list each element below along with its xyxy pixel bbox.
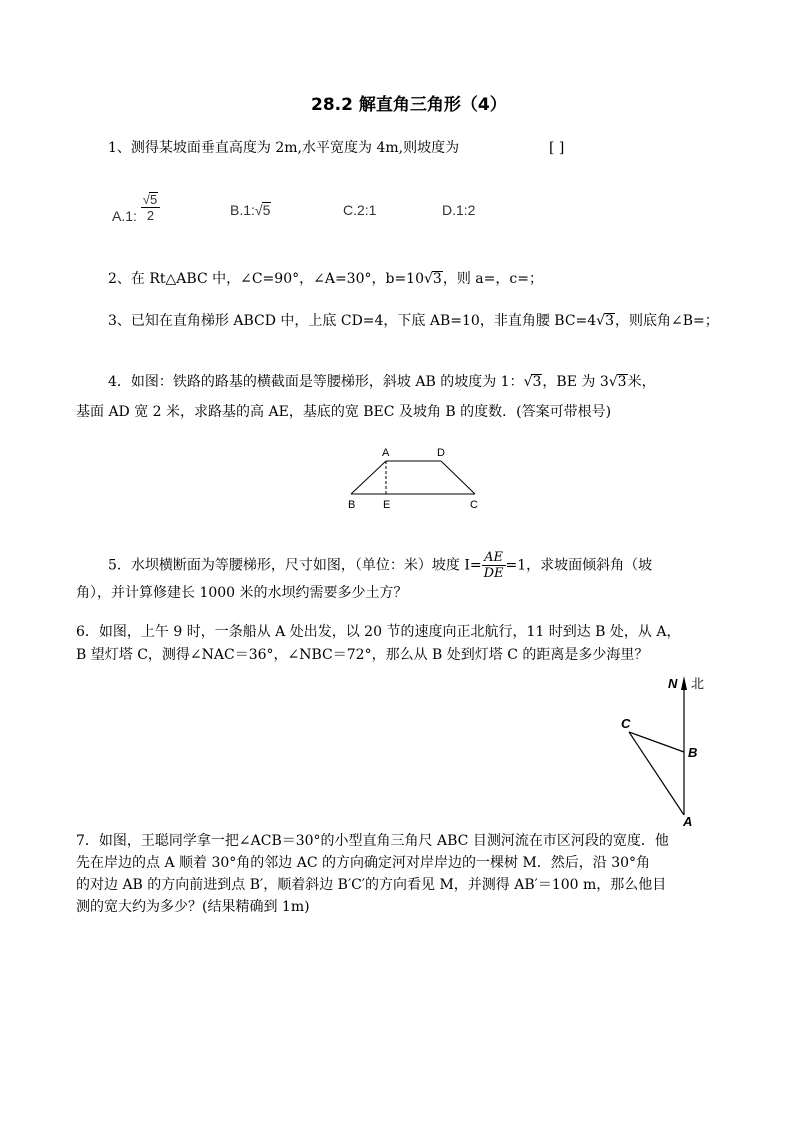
q4-line1: 4．如图：铁路的路基的横截面是等腰梯形，斜坡 AB 的坡度为 1：√3，BE 为 3√3米， [108, 374, 656, 390]
q5-line2: 角），并计算修建长 1000 米的水坝约需要多少土方？ [76, 585, 408, 601]
q6-segment-cb [629, 732, 684, 752]
q5-fraction-numerator: AE [482, 550, 506, 566]
q4-line1-pre: 4．如图：铁路的路基的横截面是等腰梯形，斜坡 AB 的坡度为 1： [108, 374, 524, 390]
q1-option-d: D.1:2 [442, 202, 476, 218]
q1-option-b: B.1:√5 [230, 202, 271, 218]
q1-option-c: C.2:1 [343, 202, 377, 218]
q4-label-d: D [437, 447, 445, 459]
q6-label-c: C [621, 716, 631, 731]
q2-text-post: ，则 a=，c=； [442, 271, 543, 287]
q4-radicand-2: 3 [617, 374, 627, 390]
q3-radicand: 3 [605, 313, 615, 329]
q1-option-a-prefix: A.1: [112, 208, 137, 225]
page-title: 28.2 解直角三角形（4） [311, 95, 507, 115]
q6-north-arrow-icon [681, 676, 687, 690]
q4-line1-post: 米， [627, 374, 656, 390]
q3-text-pre: 3、已知在直角梯形 ABCD 中，上底 CD=4，下底 AB=10，非直角腰 BC=4 [108, 313, 597, 329]
q1-option-b-prefix: B.1: [230, 202, 255, 218]
q1-option-a-denominator: 2 [146, 208, 155, 223]
q4-label-c: C [470, 499, 478, 511]
q7-line4: 测的宽大约为多少？(结果精确到 1m) [76, 899, 310, 915]
q4-label-e: E [383, 499, 391, 511]
q7-line3: 的对边 AB 的方向前进到点 B′，顺着斜边 B′C′的方向看见 M，并测得 AB′＝100 m，那么他目 [76, 877, 667, 893]
q5-fraction-denominator: DE [483, 566, 504, 581]
q6-label-north: 北 [691, 677, 705, 692]
q6-line2: B 望灯塔 C，测得∠NAC＝36°，∠NBC＝72°，那么从 B 处到灯塔 C 的距离是多少海里？ [76, 647, 649, 663]
q6-line1: 6．如图，上午 9 时，一条船从 A 处出发，以 20 节的速度向正北航行，11 时到达 B 处，从 A， [76, 624, 681, 640]
q4-line2: 基面 AD 宽 2 米，求路基的高 AE，基底的宽 BEC 及坡角 B 的度数．(答案可带根号) [76, 404, 612, 420]
q2-text: 2、在 Rt△ABC 中，∠C=90°，∠A=30°，b=10√3，则 a=，c=； [108, 271, 543, 287]
q1-stem: 1、测得某坡面垂直高度为 2m,水平宽度为 4m,则坡度为 [108, 140, 460, 156]
q5-line1-pre: 5．水坝横断面为等腰梯形，尺寸如图，（单位：米）坡度 I= [108, 557, 482, 574]
q3-text: 3、已知在直角梯形 ABCD 中，上底 CD=4，下底 AB=10，非直角腰 BC=4√3，则底角∠B=； [108, 313, 719, 329]
q3-text-post: ，则底角∠B=； [615, 313, 719, 329]
q2-text-pre: 2、在 Rt△ABC 中，∠C=90°，∠A=30°，b=10 [108, 271, 424, 287]
q4-label-a: A [382, 447, 390, 459]
q2-radicand: 3 [432, 271, 442, 287]
q7-line2: 先在岸边的点 A 顺着 30°角的邻边 AC 的方向确定河对岸岸边的一棵树 M．然后，沿 30°角 [76, 855, 651, 871]
q6-segment-ca [629, 732, 684, 815]
q1-option-a-fraction: $\frac{√5}{2}$ [141, 192, 160, 223]
q1-option-b-radicand: 5 [262, 202, 271, 218]
q5-line1-post: =1，求坡面倾斜角（坡 [505, 557, 653, 574]
q1-option-a-radicand: 5 [149, 192, 158, 207]
q6-label-a: A [683, 814, 693, 829]
q4-radicand-1: 3 [532, 374, 542, 390]
q4-line1-mid: ，BE 为 3 [542, 374, 609, 390]
q4-label-b: B [348, 499, 356, 511]
q6-label-n: N [668, 676, 678, 691]
q1-answer-bracket: [ ] [549, 140, 565, 156]
q6-label-b: B [688, 745, 698, 760]
q7-line1: 7．如图，王聪同学拿一把∠ACB＝30°的小型直角三角尺 ABC 目测河流在市区河段的宽度．他 [76, 833, 669, 849]
